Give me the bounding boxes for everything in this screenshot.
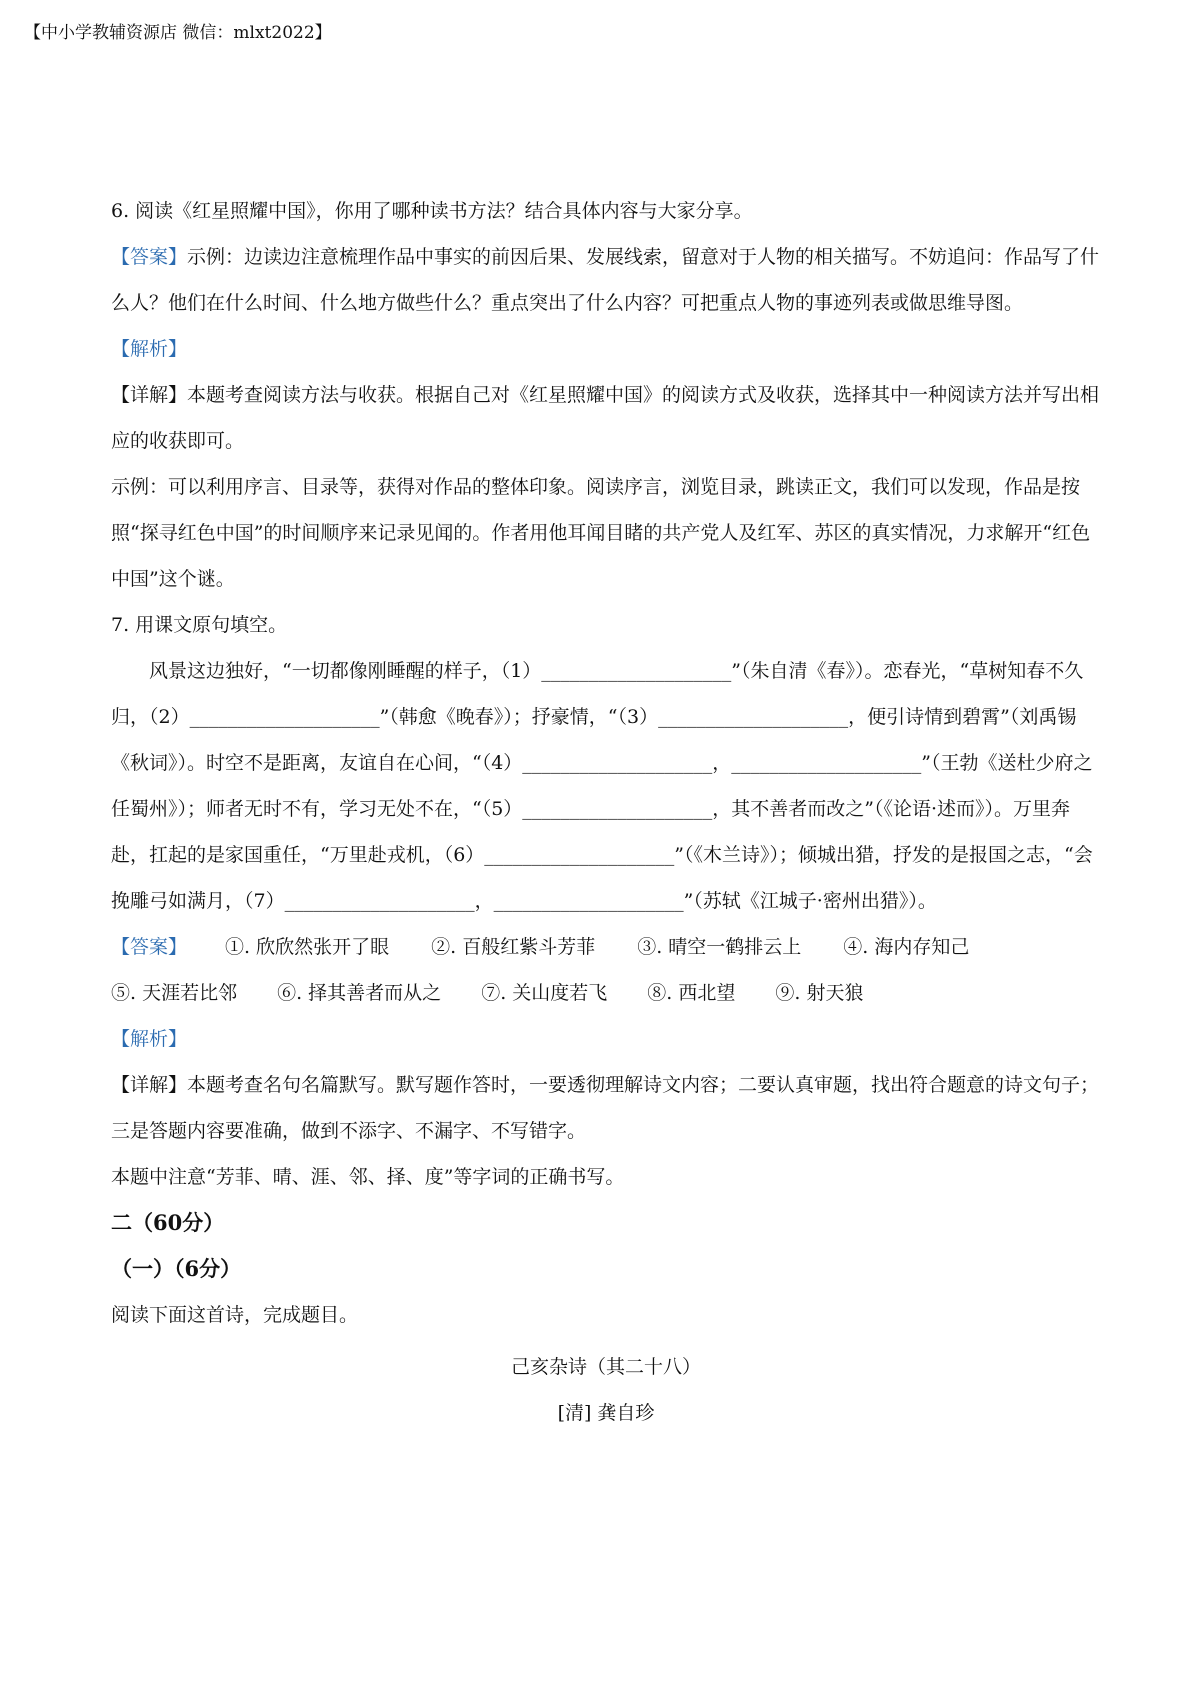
answer-tag: 【答案】 xyxy=(111,936,188,958)
q6-answer xyxy=(111,234,1101,326)
answer-item: ⑤. 天涯若比邻 xyxy=(111,982,238,1004)
q7-note: 本题中注意“芳菲、晴、涯、邻、择、度”等字词的正确书写。 xyxy=(111,1166,625,1188)
answer-tag: 【答案】 xyxy=(111,246,188,268)
answer-item: ③. 晴空一鹤排云上 xyxy=(637,936,802,958)
document-body xyxy=(111,188,1101,1436)
q6-example: 示例：可以利用序言、目录等，获得对作品的整体印象。阅读序言，浏览目录，跳读正文，我们可以发现，作品是按照“探寻红色中国”的时间顺序来记录见闻的。作者用他耳闻目睹的共产党人及红军、苏区的真实情况，力求解开“红色中国”这个谜。 xyxy=(111,476,1091,590)
poem-title: 己亥杂诗（其二十八） xyxy=(510,1356,701,1378)
q6-question: 6. 阅读《红星照耀中国》，你用了哪种读书方法？结合具体内容与大家分享。 xyxy=(111,200,753,222)
answer-item: ④. 海内存知己 xyxy=(843,936,970,958)
q7-answers xyxy=(111,924,1101,1016)
q7-passage: 风景这边独好，“一切都像刚睡醒的样子，（1）____________________”（朱自清《春》）。恋春光，“草树知春不久归，（2）____________________”（韩愈《晚春》）；抒豪情，“（3）____________________，便引诗情到碧霄”（刘禹锡《秋词》）。时空不是距离，友谊自在心间，“（4）____________________，____________________”（王勃《送杜少府之任蜀州》）；师者无时不有，学习无处不在，“（5）____________________，其不善者而改之”（《论语·述而》）。万里奔赴，扛起的是家国重任，“万里赴戎机，（6）____________________”（《木兰诗》）；倾城出猎，抒发的是报国之志，“会挽雕弓如满月，（7）____________________，____________________”（苏轼《江城子·密州出猎》）。 xyxy=(111,660,1093,912)
answer-item: ②. 百般红紫斗芳菲 xyxy=(431,936,596,958)
section-title: 二（60分） xyxy=(111,1210,225,1235)
answer-item: ①. 欣欣然张开了眼 xyxy=(225,936,390,958)
answer-item: ⑥. 择其善者而从之 xyxy=(277,982,442,1004)
answer-item: ⑨. 射天狼 xyxy=(775,982,864,1004)
q7-analysis-tag: 【解析】 xyxy=(111,1028,188,1050)
subsection-title: （一）（6分） xyxy=(111,1256,242,1281)
poem-author: [清] 龚自珍 xyxy=(557,1402,655,1424)
answer-item: ⑦. 关山度若飞 xyxy=(481,982,608,1004)
q6-analysis-tag: 【解析】 xyxy=(111,338,188,360)
q6-detail: 【详解】本题考查阅读方法与收获。根据自己对《红星照耀中国》的阅读方式及收获，选择其中一种阅读方法并写出相应的收获即可。 xyxy=(111,384,1100,452)
q7-detail: 【详解】本题考查名句名篇默写。默写题作答时，一要透彻理解诗文内容；二要认真审题，找出符合题意的诗文句子；三是答题内容要准确，做到不添字、不漏字、不写错字。 xyxy=(111,1074,1100,1142)
header-watermark: 【中小学教辅资源店 微信：mlxt2022】 xyxy=(24,23,332,43)
q6-answer-text: 示例：边读边注意梳理作品中事实的前因后果、发展线索，留意对于人物的相关描写。不妨追问：作品写了什么人？他们在什么时间、什么地方做些什么？重点突出了什么内容？可把重点人物的事迹列表或做思维导图。 xyxy=(111,246,1100,314)
reading-instruction: 阅读下面这首诗，完成题目。 xyxy=(111,1304,359,1326)
q7-question: 7. 用课文原句填空。 xyxy=(111,614,288,636)
answer-item: ⑧. 西北望 xyxy=(647,982,736,1004)
